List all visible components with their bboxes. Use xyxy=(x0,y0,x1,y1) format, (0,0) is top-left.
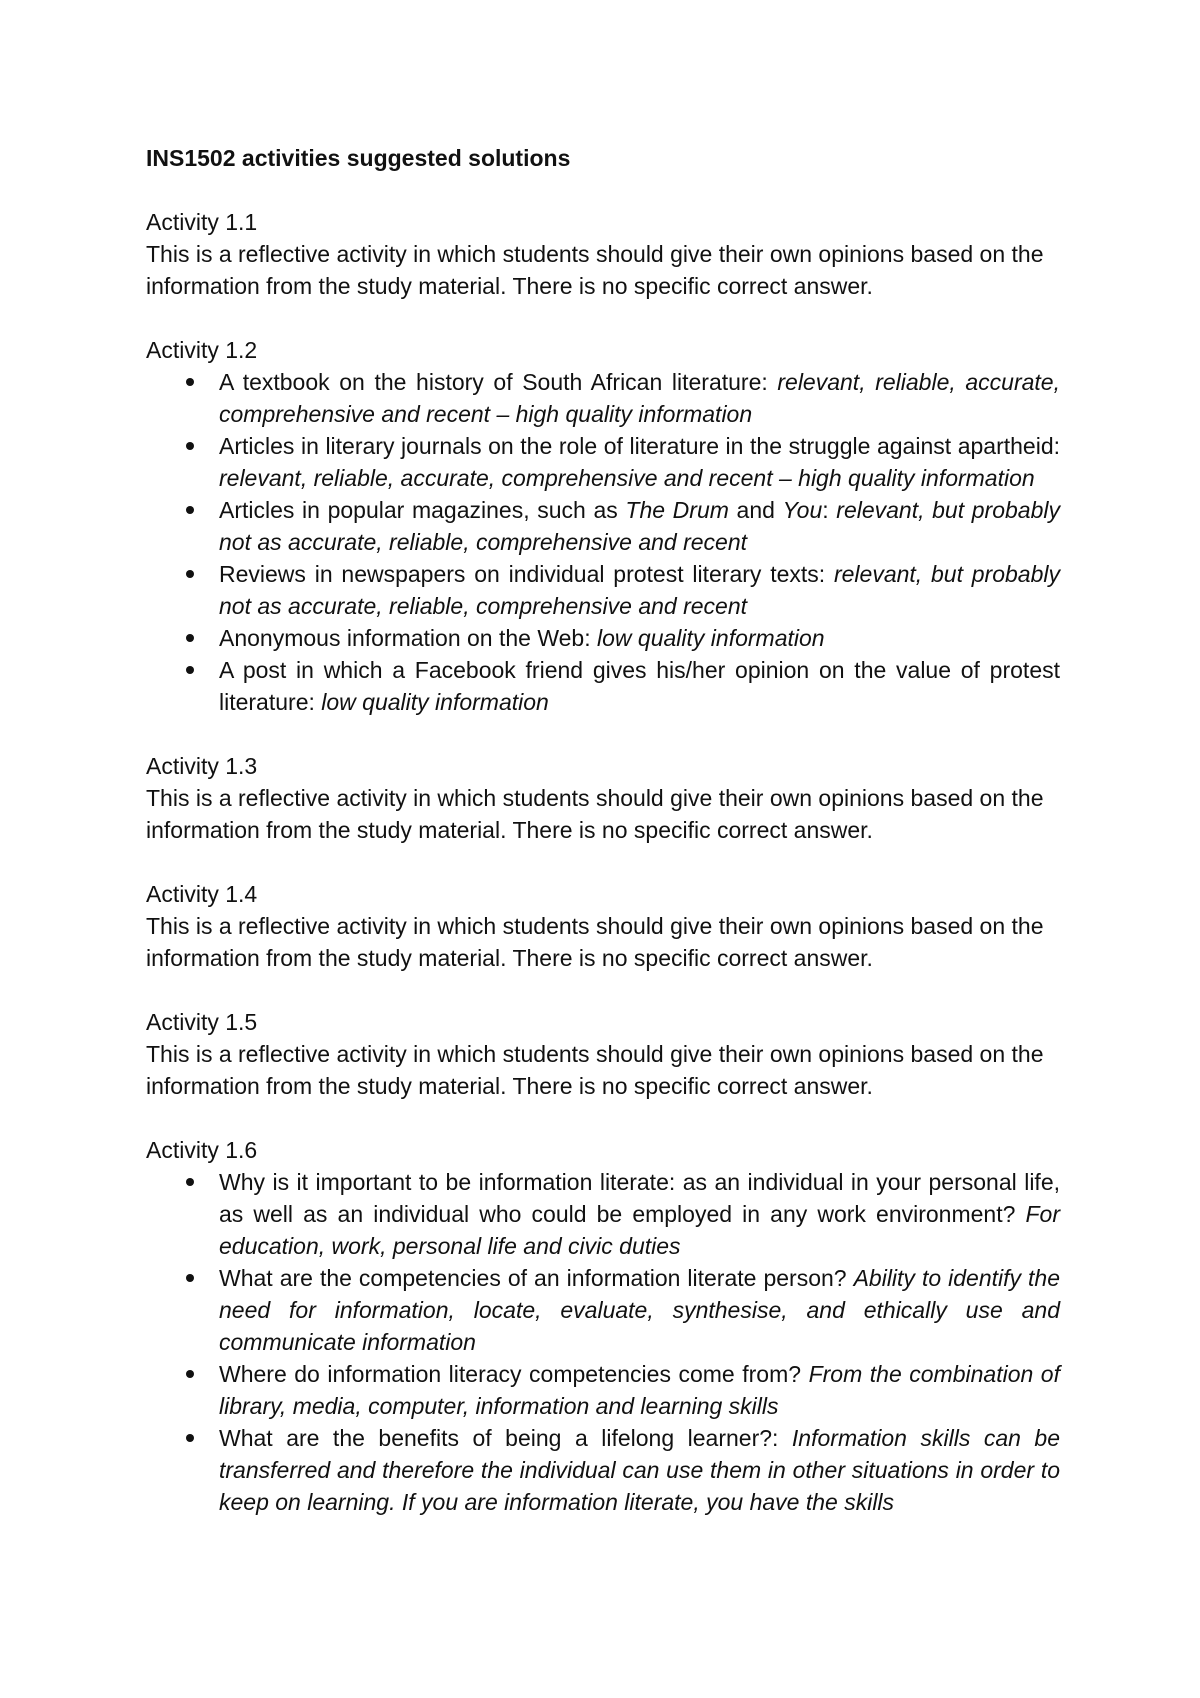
list-item-text: What are the benefits of being a lifelong learner?: xyxy=(219,1425,792,1451)
list-item-answer: low quality information xyxy=(321,689,549,715)
activity-section xyxy=(146,750,1060,846)
bullet-dot-icon xyxy=(186,570,194,578)
list-item-text: Why is it important to be information literate: as an individual in your personal life, as well as an individual who could be employed in any work environment? xyxy=(219,1169,1060,1227)
list-item-text: What are the competencies of an information literate person? xyxy=(219,1265,854,1291)
activity-heading: Activity 1.1 xyxy=(146,209,258,235)
bullet-dot-icon xyxy=(186,1434,194,1442)
activity-section xyxy=(146,334,1060,718)
list-item xyxy=(146,654,1060,718)
bullet-dot-icon xyxy=(186,666,194,674)
list-item-text: A post in which a Facebook friend gives his/her opinion on the value of protest literature: xyxy=(219,657,1060,715)
list-item-answer: low quality information xyxy=(597,625,825,651)
list-item-text: : xyxy=(822,497,837,523)
bullet-dot-icon xyxy=(186,1370,194,1378)
activity-body: This is a reflective activity in which students should give their own opinions based on the information from the study material. There is no specific correct answer. xyxy=(146,785,1044,843)
activity-section xyxy=(146,878,1060,974)
activity-body: This is a reflective activity in which students should give their own opinions based on the information from the study material. There is no specific correct answer. xyxy=(146,913,1044,971)
bullet-dot-icon xyxy=(186,1274,194,1282)
list-item-text: Articles in literary journals on the role of literature in the struggle against apartheid: xyxy=(219,433,1060,459)
list-item xyxy=(146,622,1060,654)
list-item-answer: You xyxy=(782,497,823,523)
document-page xyxy=(146,142,1060,1550)
bullet-list xyxy=(146,1166,1060,1518)
bullet-dot-icon xyxy=(186,506,194,514)
list-item xyxy=(146,1358,1060,1422)
list-item-answer: relevant, but probably not as accurate, reliable, comprehensive and recent xyxy=(219,561,1060,619)
activity-heading: Activity 1.4 xyxy=(146,881,258,907)
list-item xyxy=(146,1422,1060,1518)
list-item-answer: From the combination of library, media, computer, information and learning skills xyxy=(219,1361,1060,1419)
activity-body: This is a reflective activity in which students should give their own opinions based on the information from the study material. There is no specific correct answer. xyxy=(146,1041,1044,1099)
list-item-text: Reviews in newspapers on individual protest literary texts: xyxy=(219,561,834,587)
bullet-list xyxy=(146,366,1060,718)
activity-section xyxy=(146,206,1060,302)
activity-heading: Activity 1.3 xyxy=(146,753,258,779)
activity-section xyxy=(146,1134,1060,1518)
list-item-answer: The Drum xyxy=(625,497,729,523)
list-item-answer: Information skills can be transferred and therefore the individual can use them in other situations in order to keep on learning. If you are information literate, you have the skills xyxy=(219,1425,1060,1515)
list-item-answer: relevant, but probably not as accurate, reliable, comprehensive and recent xyxy=(219,497,1060,555)
list-item-answer: relevant, reliable, accurate, comprehensive and recent – high quality information xyxy=(219,465,1035,491)
activity-section xyxy=(146,1006,1060,1102)
activity-heading: Activity 1.5 xyxy=(146,1009,258,1035)
bullet-dot-icon xyxy=(186,1178,194,1186)
list-item xyxy=(146,494,1060,558)
list-item xyxy=(146,366,1060,430)
list-item-text: Where do information literacy competencies come from? xyxy=(219,1361,809,1387)
list-item xyxy=(146,430,1060,494)
bullet-dot-icon xyxy=(186,634,194,642)
list-item-answer: For education, work, personal life and civic duties xyxy=(219,1201,1060,1259)
list-item xyxy=(146,1166,1060,1262)
list-item xyxy=(146,558,1060,622)
activity-heading: Activity 1.2 xyxy=(146,337,258,363)
sections-container xyxy=(146,206,1060,1518)
activity-body: This is a reflective activity in which students should give their own opinions based on the information from the study material. There is no specific correct answer. xyxy=(146,241,1044,299)
document-title: INS1502 activities suggested solutions xyxy=(146,145,571,171)
activity-heading: Activity 1.6 xyxy=(146,1137,258,1163)
list-item-text: Articles in popular magazines, such as xyxy=(219,497,626,523)
list-item-text: and xyxy=(728,497,783,523)
bullet-dot-icon xyxy=(186,442,194,450)
list-item-answer: Ability to identify the need for information, locate, evaluate, synthesise, and ethically use and communicate information xyxy=(219,1265,1060,1355)
list-item-answer: relevant, reliable, accurate, comprehensive and recent – high quality information xyxy=(219,369,1060,427)
bullet-dot-icon xyxy=(186,378,194,386)
list-item-text: Anonymous information on the Web: xyxy=(219,625,598,651)
list-item xyxy=(146,1262,1060,1358)
list-item-text: A textbook on the history of South African literature: xyxy=(219,369,778,395)
